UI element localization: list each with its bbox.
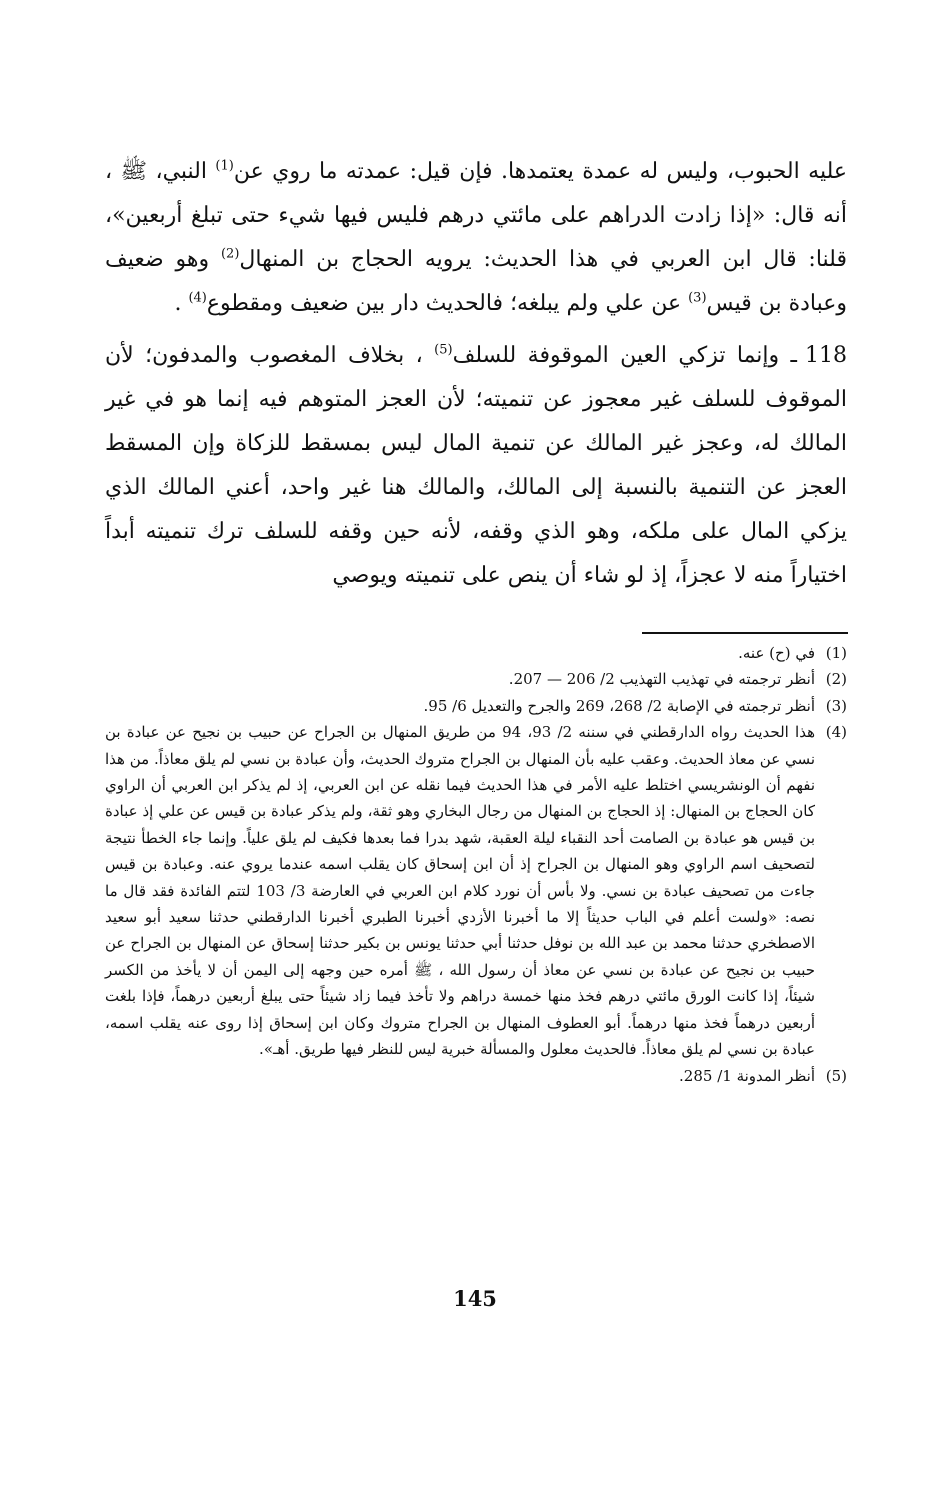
footnote-4	[105, 719, 847, 1062]
footnote-number: (5)	[825, 1066, 847, 1085]
main-text	[105, 150, 847, 598]
text-run: عليه الحبوب، وليس له عمدة يعتمدها. فإن قيل: عمدته ما روي عن	[233, 159, 847, 184]
footnote-text: أنظر المدونة 1/ 285.	[679, 1066, 815, 1085]
text-run: .	[174, 291, 182, 316]
footnote-ref-5: (5)	[434, 342, 453, 358]
text-run: وهو ضعيف وعبادة بن قيس	[105, 247, 847, 316]
footnote-ref-2: (2)	[220, 246, 240, 262]
section-number: 118	[805, 343, 848, 368]
text-run: عن علي ولم يبلغه؛ فالحديث دار بين ضعيف ومقطوع	[206, 291, 682, 316]
footnote-ref-3: (3)	[688, 290, 707, 306]
footnote-number: (2)	[825, 670, 847, 689]
text-run: ـ وإنما تزكي العين الموقوفة للسلف	[452, 343, 798, 368]
page-number: 145	[453, 1286, 497, 1311]
footnote-3	[105, 693, 847, 719]
footnote-text: أنظر ترجمته في الإصابة 2/ 268، 269 والجرح والتعديل 6/ 95.	[423, 696, 815, 715]
footnote-text: أنظر ترجمته في تهذيب التهذيب 2/ 206 — 207.	[508, 670, 815, 689]
footnote-number: (3)	[825, 696, 847, 715]
footnote-number: (4)	[825, 723, 847, 742]
footnote-text: هذا الحديث رواه الدارقطني في سننه 2/ 93، 94 من طريق المنهال بن الجراح عن حبيب بن نجيح عن عبادة بن نسي عن معاذ الحديث. وعقب عليه بأن المنهال بن الجراح متروك الحديث، وأن عبادة بن نسي لم يلق معاذاً. من هذا نفهم أن الونشريسي اختلط عليه الأمر في هذا الحديث فيما نقله عن ابن العربي، إذ لم يذكر ابن العربي أن الراوي كان الحجاج بن المنهال: إذ الحجاج بن المنهال من رجال البخاري وهو ثقة، ولم يذكر عبادة بن قيس عن علي إذ عبادة بن قيس هو عبادة بن الصامت أحد النقباء ليلة العقبة، شهد بدرا فما بعدها فكيف لم يلق علياً. وإنما جاء الخطأ نتيجة لتصحيف اسم الراوي وهو المنهال بن الجراح إذ أن ابن إسحاق كان يقلب اسمه عندما يروي عنه. وعبادة بن قيس جاءت من تصحيف عبادة بن نسي. ولا بأس أن نورد كلام ابن العربي في العارضة 3/ 103 لتتم الفائدة فقد قال ما نصه: «ولست أعلم في الباب حديثاً إلا ما أخبرنا الأزدي أخبرنا الطبري أخبرنا الدارقطني حدثنا سعيد أبو سعيد الاصطخري حدثنا محمد بن عبد الله بن نوفل حدثنا أبي حدثنا يونس بن بكير حدثنا إسحاق عن المنهال بن الجراح عن حبيب بن نجيح عن عبادة بن نسي عن معاذ أن رسول الله ، ﷺ أمره حين وجهه إلى اليمن أن لا يأخذ من الكسر شيئاً، إذا كانت الورق مائتي درهم فخذ منها خمسة دراهم ولا تأخذ فيما زاد شيئاً حتى يبلغ أربعين درهماً، فإذا بلغت أربعين درهماً فخذ منها درهماً. أبو العطوف المنهال بن الجراح متروك وكان ابن إسحاق إذا روى عنه يقلب اسمه، عبادة بن نسي لم يلق معاذاً. فالحديث معلول والمسألة خبرية ليس للنظر فيها طريق. أهـ».	[105, 723, 815, 1059]
text-run: النبي، ﷺ ، أنه قال: «إذا زادت الدراهم على مائتي درهم فليس فيها شيء حتى تبلغ أربعين»، قلنا: قال ابن العربي في هذا الحديث: يرويه الحجاج بن المنهال	[105, 159, 847, 272]
footnote-ref-1: (1)	[215, 158, 234, 174]
footnote-1	[105, 640, 847, 666]
footnotes	[105, 640, 847, 1089]
text-run: ، بخلاف المغصوب والمدفون؛ لأن الموقوف للسلف غير معجوز عن تنميته؛ لأن العجز المتوهم فيه إنما هو في غير المالك له، وعجز غير المالك عن تنمية المال ليس بمسقط للزكاة وإن المسقط العجز عن التنمية بالنسبة إلى المالك، والمالك هنا غير واحد، أعني المالك الذي يزكي المال على ملكه، وهو الذي وقفه، لأنه حين وقفه للسلف ترك تنميته أبداً اختياراً منه لا عجزاً، إذ لو شاء أن ينص على تنميته ويوصي	[105, 343, 847, 588]
paragraph-118	[105, 334, 847, 598]
footnote-5	[105, 1063, 847, 1089]
footnote-number: (1)	[825, 644, 847, 662]
paragraph-continued	[105, 150, 847, 326]
footnote-text: في (ح) عنه.	[738, 644, 815, 662]
footnote-separator	[642, 632, 848, 634]
footnote-2	[105, 666, 847, 692]
footnote-ref-4: (4)	[188, 290, 207, 306]
